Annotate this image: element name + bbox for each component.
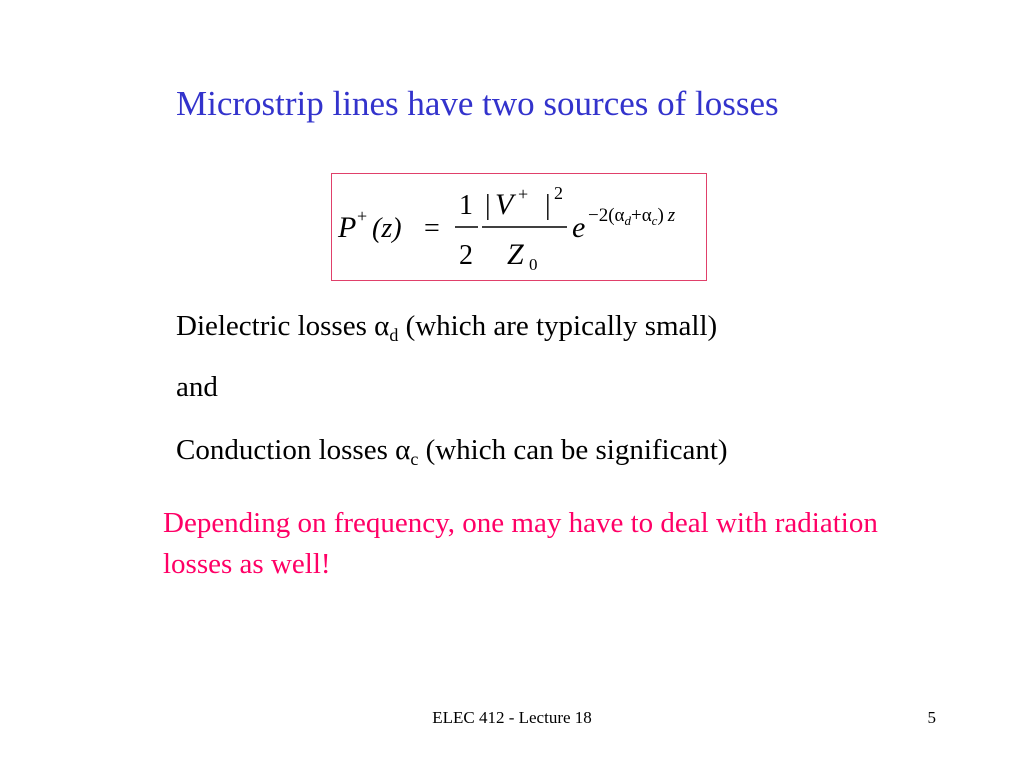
radiation-losses-note: Depending on frequency, one may have to deal with radiation losses as well! [163,507,878,580]
eq-exp-2: 2 [554,183,563,203]
equation-box [331,173,707,281]
slide-title: Microstrip lines have two sources of losses [176,84,779,123]
conduction-note: (which can be significant) [418,434,728,466]
eq-exp-sub-c: c [651,213,658,228]
dielectric-label: Dielectric losses [176,310,375,342]
eq-lhs-z: (z) [372,213,402,244]
eq-z0-sub: 0 [529,255,538,274]
eq-frac1-den: 2 [459,240,473,271]
alpha-subscript-c: c [410,449,419,469]
eq-exponent [588,205,676,228]
eq-exp-part3: ) [657,205,664,226]
footer-lecture: ELEC 412 - Lecture 18 [432,708,592,727]
eq-frac1-num: 1 [459,190,473,221]
eq-exp-sub-d: d [624,213,631,228]
eq-exp-part1: −2(α [588,205,625,226]
dielectric-losses-line [176,308,717,344]
eq-equals: = [424,213,440,244]
eq-e: e [572,211,586,244]
alpha-symbol: α [374,310,390,342]
eq-z0: Z [507,238,524,271]
conduction-losses-line [176,432,728,468]
eq-lhs-p: P [338,211,357,244]
page-number: 5 [927,708,936,727]
eq-v-plus: + [518,184,529,204]
dielectric-note: (which are typically small) [398,310,718,342]
eq-exp-part2: +α [631,205,652,226]
eq-abs-right: | [545,190,551,221]
eq-lhs-plus: + [357,206,368,226]
power-equation [332,174,708,282]
and-line: and [176,371,218,403]
alpha-subscript-d: d [389,325,399,345]
eq-v: V [495,188,514,221]
eq-exp-z: z [667,205,676,226]
eq-abs-left: | [485,190,491,221]
conduction-label: Conduction losses [176,434,396,466]
alpha-symbol: α [395,434,411,466]
